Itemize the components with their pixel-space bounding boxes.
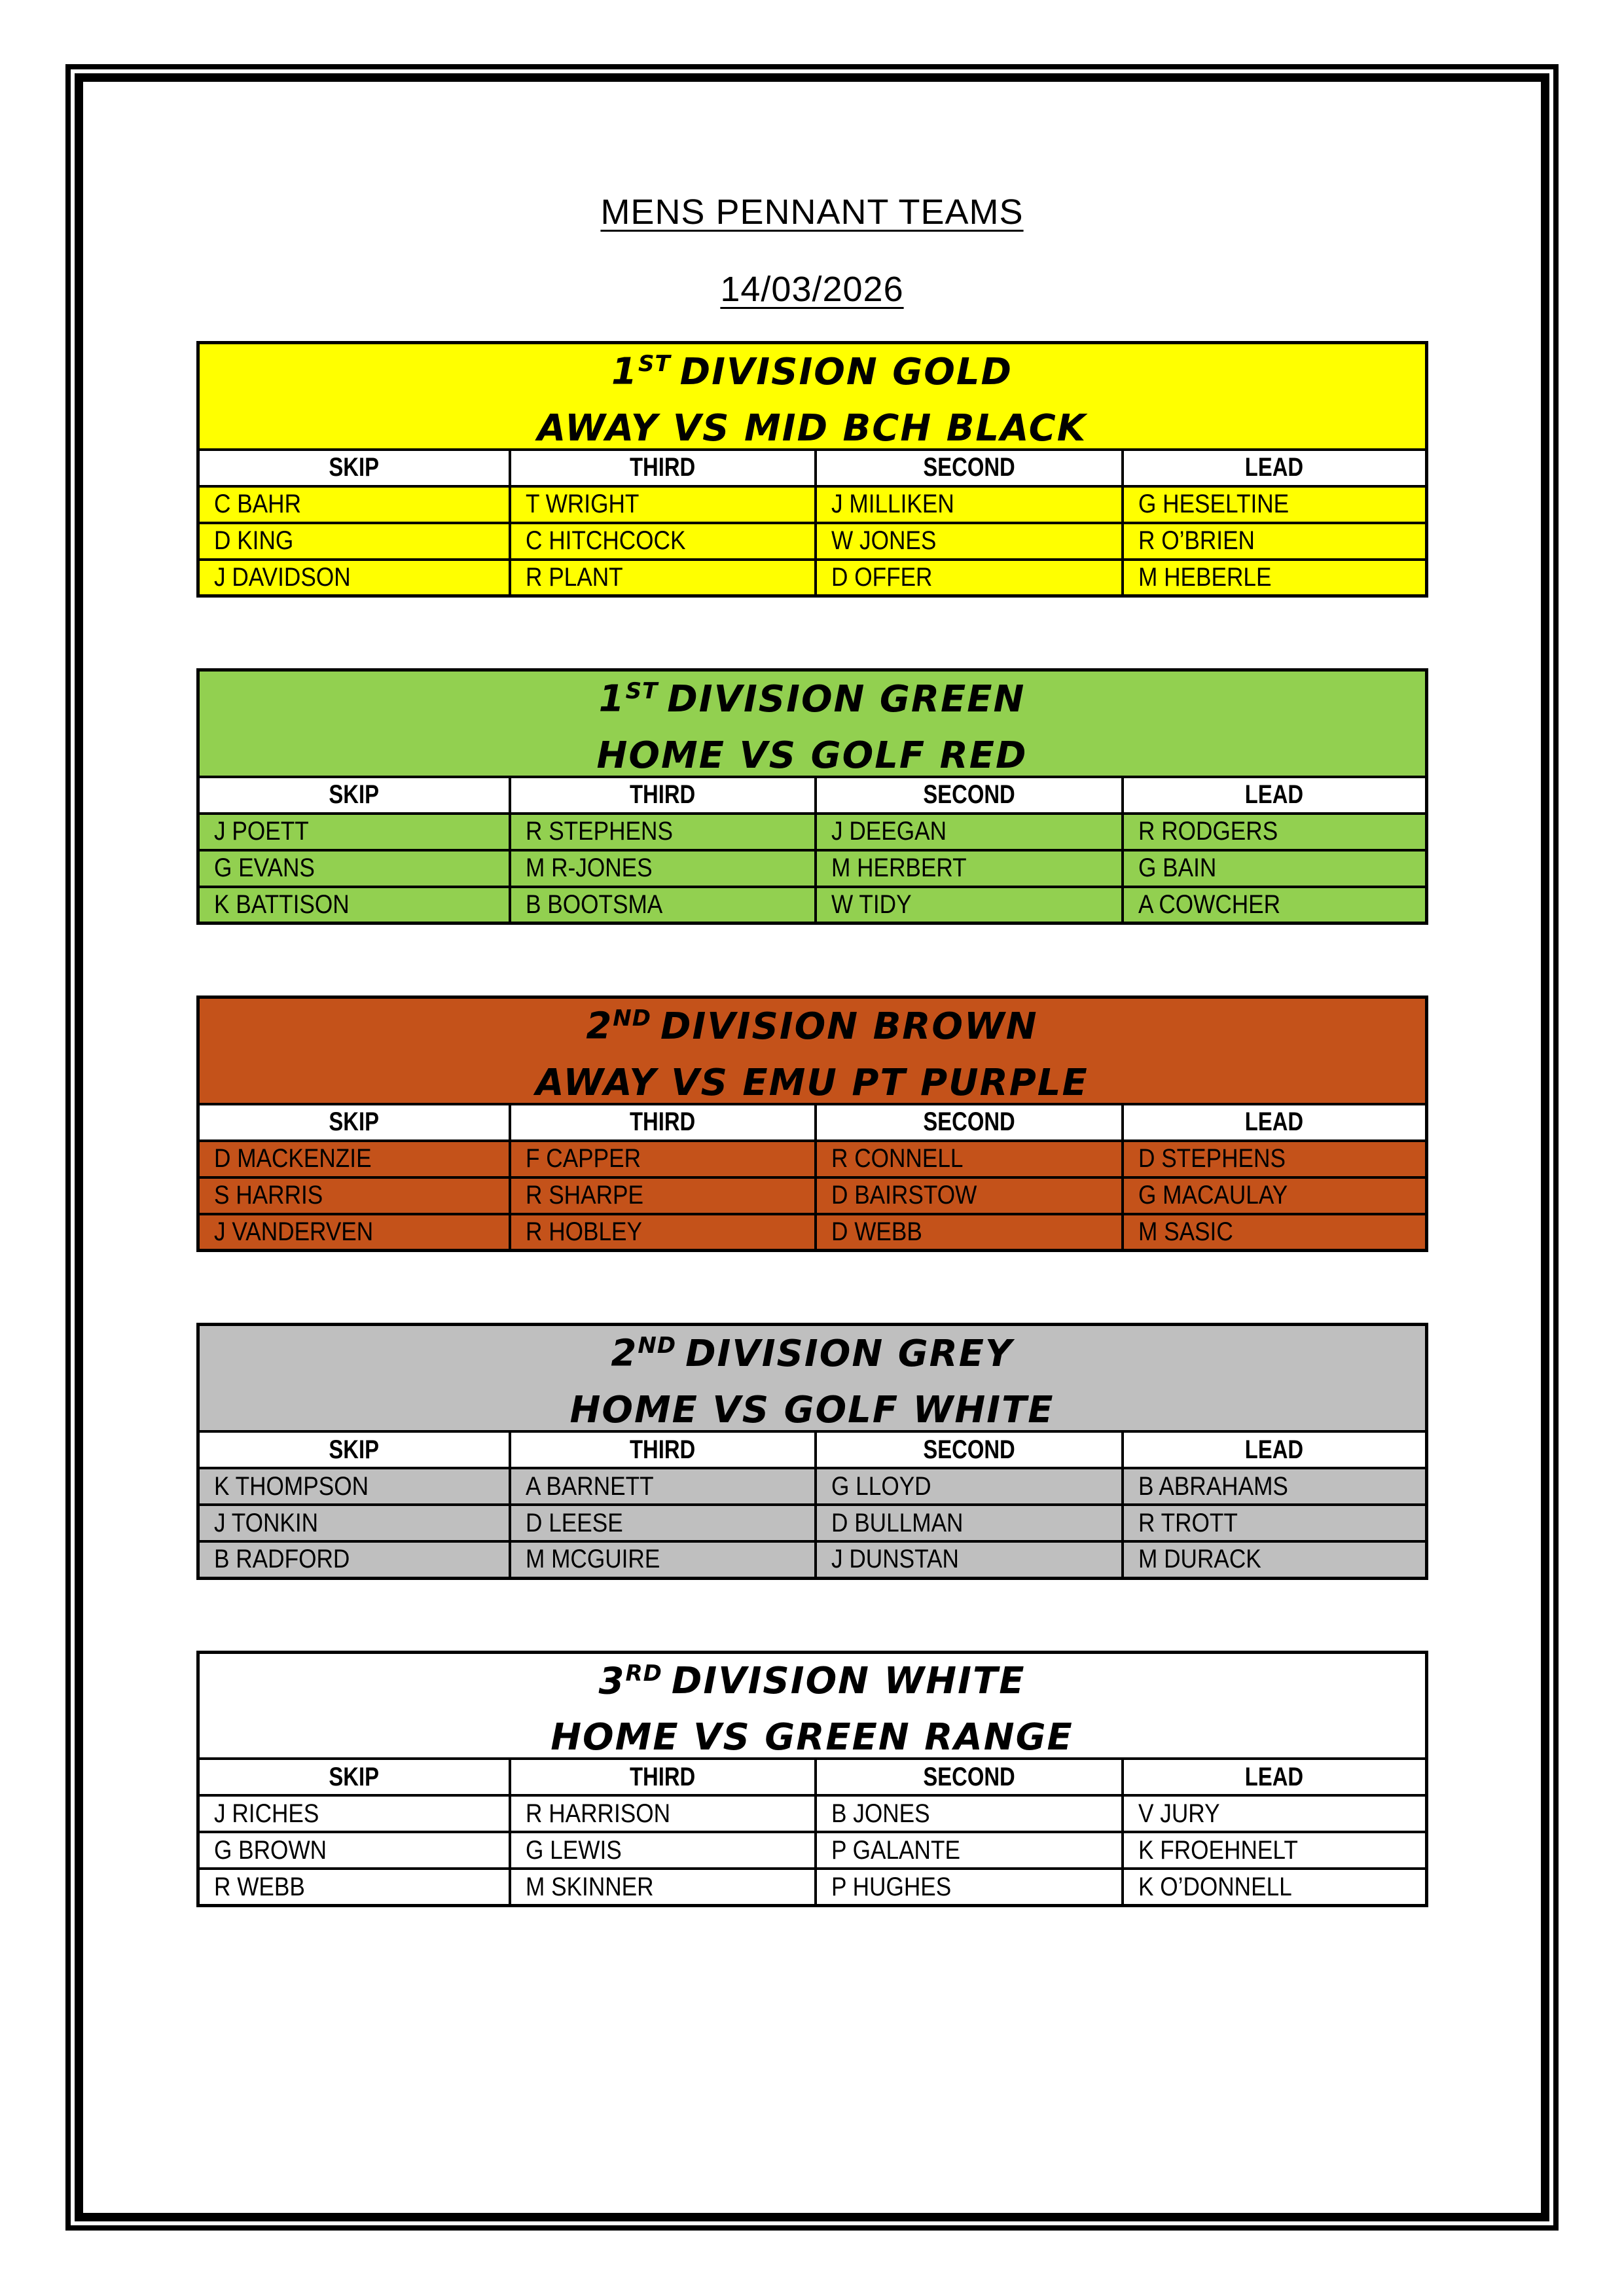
player-cell <box>816 1832 1123 1869</box>
division-grid <box>196 668 1428 925</box>
player-name: F CAPPER <box>525 1144 641 1174</box>
table-row <box>198 486 1426 523</box>
player-name: R PLANT <box>525 562 623 592</box>
player-name: D BAIRSTOW <box>831 1181 977 1210</box>
column-header-lead: LEAD <box>1123 1104 1426 1141</box>
table-row <box>198 1541 1426 1578</box>
player-cell <box>510 1505 816 1541</box>
player-name: D MACKENZIE <box>213 1144 372 1174</box>
player-name: C HITCHCOCK <box>525 526 686 556</box>
division-matchup: AWAY VS EMU PT PURPLE <box>535 1061 1089 1104</box>
player-name: W TIDY <box>831 890 912 920</box>
player-name: K O’DONNELL <box>1138 1872 1293 1901</box>
player-name: J DUNSTAN <box>831 1545 960 1574</box>
player-name: J TONKIN <box>213 1508 318 1537</box>
player-cell <box>510 887 816 924</box>
player-cell <box>198 1505 510 1541</box>
player-name: B RADFORD <box>213 1545 350 1574</box>
player-cell <box>816 887 1123 924</box>
player-name: P HUGHES <box>831 1872 952 1901</box>
player-name: J DAVIDSON <box>213 562 351 592</box>
player-cell <box>510 1795 816 1832</box>
player-cell <box>510 1177 816 1214</box>
player-cell <box>510 1541 816 1578</box>
table-row <box>198 850 1426 887</box>
player-cell <box>510 814 816 850</box>
player-name: C BAHR <box>213 490 301 519</box>
column-header-third: THIRD <box>510 1104 816 1141</box>
table-row <box>198 1505 1426 1541</box>
division-number: 2 <box>611 1333 638 1376</box>
player-cell <box>816 560 1123 596</box>
player-name: M DURACK <box>1138 1545 1262 1574</box>
player-name: G EVANS <box>213 853 315 883</box>
column-header-skip: SKIP <box>198 1759 510 1795</box>
player-name: J MILLIKEN <box>831 490 954 519</box>
division-number: 3 <box>598 1660 626 1703</box>
player-cell <box>198 1214 510 1251</box>
division-title-cell <box>198 997 1426 1104</box>
column-header-skip: SKIP <box>198 1431 510 1468</box>
player-name: D KING <box>213 526 293 556</box>
player-name: B ABRAHAMS <box>1138 1471 1289 1501</box>
column-header-second: SECOND <box>816 777 1123 814</box>
player-cell <box>198 1795 510 1832</box>
player-name: M SKINNER <box>525 1872 654 1901</box>
player-cell <box>198 850 510 887</box>
player-cell <box>510 1141 816 1177</box>
player-cell <box>198 1177 510 1214</box>
table-row <box>198 1468 1426 1505</box>
player-name: D LEESE <box>525 1508 623 1537</box>
player-cell <box>198 1468 510 1505</box>
tables-area <box>0 341 1624 1907</box>
player-cell <box>510 486 816 523</box>
player-name: J POETT <box>213 817 309 846</box>
column-header-lead: LEAD <box>1123 1759 1426 1795</box>
player-cell <box>510 850 816 887</box>
player-cell <box>510 560 816 596</box>
player-cell <box>1123 814 1426 850</box>
player-name: M R-JONES <box>525 853 653 883</box>
column-header-skip: SKIP <box>198 450 510 486</box>
division-title-cell <box>198 343 1426 450</box>
player-name: R HARRISON <box>525 1799 670 1828</box>
player-cell <box>510 1214 816 1251</box>
table-row <box>198 1795 1426 1832</box>
division-name <box>200 672 1424 719</box>
player-name: A BARNETT <box>525 1471 654 1501</box>
division-matchup: HOME VS GOLF RED <box>596 734 1028 777</box>
division-title-cell <box>198 1652 1426 1759</box>
division-name <box>200 1327 1424 1376</box>
division-matchup: AWAY VS MID BCH BLACK <box>537 406 1087 450</box>
division-ordinal: ND <box>638 1333 677 1359</box>
player-cell <box>1123 523 1426 560</box>
division-grid <box>196 996 1428 1252</box>
player-cell <box>198 814 510 850</box>
player-name: B JONES <box>831 1799 930 1828</box>
player-name: J VANDERVEN <box>213 1217 373 1247</box>
player-name: M HERBERT <box>831 853 967 883</box>
column-header-second: SECOND <box>816 1759 1123 1795</box>
player-name: G BAIN <box>1138 853 1217 883</box>
division-table-gold <box>196 341 1428 598</box>
player-cell <box>1123 1214 1426 1251</box>
division-label: DIVISION BROWN <box>660 1005 1038 1048</box>
player-name: B BOOTSMA <box>525 890 663 920</box>
division-name <box>200 1655 1424 1701</box>
division-table-green <box>196 668 1428 925</box>
division-number: 2 <box>586 1005 613 1048</box>
division-grid <box>196 1323 1428 1579</box>
date: 14/03/2026 <box>720 270 904 309</box>
player-cell <box>816 814 1123 850</box>
player-name: R CONNELL <box>831 1144 964 1174</box>
column-header-third: THIRD <box>510 1431 816 1468</box>
table-row <box>198 1177 1426 1214</box>
player-cell <box>1123 1795 1426 1832</box>
column-header-second: SECOND <box>816 450 1123 486</box>
player-cell <box>510 1869 816 1905</box>
table-row <box>198 814 1426 850</box>
player-cell <box>816 1541 1123 1578</box>
player-cell <box>510 523 816 560</box>
player-cell <box>816 1468 1123 1505</box>
player-name: D STEPHENS <box>1138 1144 1286 1174</box>
player-cell <box>1123 1869 1426 1905</box>
division-number: 1 <box>611 350 638 393</box>
division-label: DIVISION GREEN <box>667 677 1026 721</box>
player-name: J RICHES <box>213 1799 319 1828</box>
player-name: A COWCHER <box>1138 890 1281 920</box>
player-cell <box>198 1832 510 1869</box>
player-name: R WEBB <box>213 1872 305 1901</box>
player-cell <box>816 1869 1123 1905</box>
division-table-white <box>196 1651 1428 1907</box>
player-name: R RODGERS <box>1138 817 1278 846</box>
player-cell <box>816 1795 1123 1832</box>
player-cell <box>198 1141 510 1177</box>
player-cell <box>510 1832 816 1869</box>
table-row <box>198 1141 1426 1177</box>
column-header-third: THIRD <box>510 1759 816 1795</box>
player-cell <box>510 1468 816 1505</box>
table-row <box>198 1832 1426 1869</box>
division-number: 1 <box>598 677 626 721</box>
division-grid <box>196 1651 1428 1907</box>
player-cell <box>816 1214 1123 1251</box>
table-row <box>198 523 1426 560</box>
player-cell <box>816 1177 1123 1214</box>
player-cell <box>1123 1468 1426 1505</box>
player-cell <box>1123 560 1426 596</box>
column-header-skip: SKIP <box>198 777 510 814</box>
column-header-second: SECOND <box>816 1104 1123 1141</box>
player-name: K FROEHNELT <box>1138 1835 1299 1865</box>
player-cell <box>1123 1505 1426 1541</box>
division-name <box>200 345 1424 391</box>
player-cell <box>1123 1177 1426 1214</box>
player-name: S HARRIS <box>213 1181 323 1210</box>
player-name: G BROWN <box>213 1835 327 1865</box>
player-cell <box>1123 1141 1426 1177</box>
player-cell <box>816 486 1123 523</box>
player-name: R SHARPE <box>525 1181 643 1210</box>
division-ordinal: ST <box>625 678 659 705</box>
division-title-cell <box>198 670 1426 777</box>
player-name: G LEWIS <box>525 1835 622 1865</box>
player-name: K BATTISON <box>213 890 350 920</box>
division-ordinal: ST <box>638 351 671 377</box>
table-row <box>198 887 1426 924</box>
division-table-grey <box>196 1323 1428 1579</box>
player-cell <box>1123 887 1426 924</box>
division-label: DIVISION GREY <box>685 1333 1013 1376</box>
player-name: G HESELTINE <box>1138 490 1290 519</box>
player-cell <box>1123 850 1426 887</box>
player-cell <box>198 523 510 560</box>
player-cell <box>1123 486 1426 523</box>
division-grid <box>196 341 1428 598</box>
player-name: P GALANTE <box>831 1835 961 1865</box>
player-name: R TROTT <box>1138 1508 1238 1537</box>
page-title: MENS PENNANT TEAMS <box>600 192 1024 232</box>
player-cell <box>198 1541 510 1578</box>
player-cell <box>198 1869 510 1905</box>
table-row <box>198 1869 1426 1905</box>
player-name: W JONES <box>831 526 937 556</box>
division-ordinal: ND <box>613 1005 651 1032</box>
player-name: M MCGUIRE <box>525 1545 660 1574</box>
player-name: D BULLMAN <box>831 1508 964 1537</box>
player-name: K THOMPSON <box>213 1471 369 1501</box>
player-cell <box>198 560 510 596</box>
column-header-third: THIRD <box>510 450 816 486</box>
player-cell <box>816 1141 1123 1177</box>
table-row <box>198 1214 1426 1251</box>
player-name: V JURY <box>1138 1799 1220 1828</box>
player-name: R HOBLEY <box>525 1217 642 1247</box>
column-header-lead: LEAD <box>1123 777 1426 814</box>
division-label: DIVISION WHITE <box>671 1660 1026 1703</box>
division-ordinal: RD <box>625 1660 662 1687</box>
player-name: D WEBB <box>831 1217 922 1247</box>
player-name: G MACAULAY <box>1138 1181 1288 1210</box>
table-row <box>198 560 1426 596</box>
player-cell <box>816 1505 1123 1541</box>
player-name: T WRIGHT <box>525 490 640 519</box>
player-name: J DEEGAN <box>831 817 947 846</box>
division-name <box>200 999 1424 1046</box>
division-matchup: HOME VS GOLF WHITE <box>569 1389 1055 1432</box>
player-name: R STEPHENS <box>525 817 673 846</box>
player-name: M SASIC <box>1138 1217 1234 1247</box>
division-label: DIVISION GOLD <box>679 350 1013 393</box>
player-cell <box>1123 1832 1426 1869</box>
player-name: R O’BRIEN <box>1138 526 1255 556</box>
division-matchup: HOME VS GREEN RANGE <box>550 1716 1074 1759</box>
column-header-third: THIRD <box>510 777 816 814</box>
column-header-second: SECOND <box>816 1431 1123 1468</box>
division-title-cell <box>198 1325 1426 1431</box>
column-header-skip: SKIP <box>198 1104 510 1141</box>
player-cell <box>816 523 1123 560</box>
player-name: G LLOYD <box>831 1471 931 1501</box>
player-cell <box>198 887 510 924</box>
division-table-brown <box>196 996 1428 1252</box>
player-name: M HEBERLE <box>1138 562 1272 592</box>
column-header-lead: LEAD <box>1123 1431 1426 1468</box>
player-cell <box>816 850 1123 887</box>
player-name: D OFFER <box>831 562 933 592</box>
player-cell <box>198 486 510 523</box>
column-header-lead: LEAD <box>1123 450 1426 486</box>
player-cell <box>1123 1541 1426 1578</box>
